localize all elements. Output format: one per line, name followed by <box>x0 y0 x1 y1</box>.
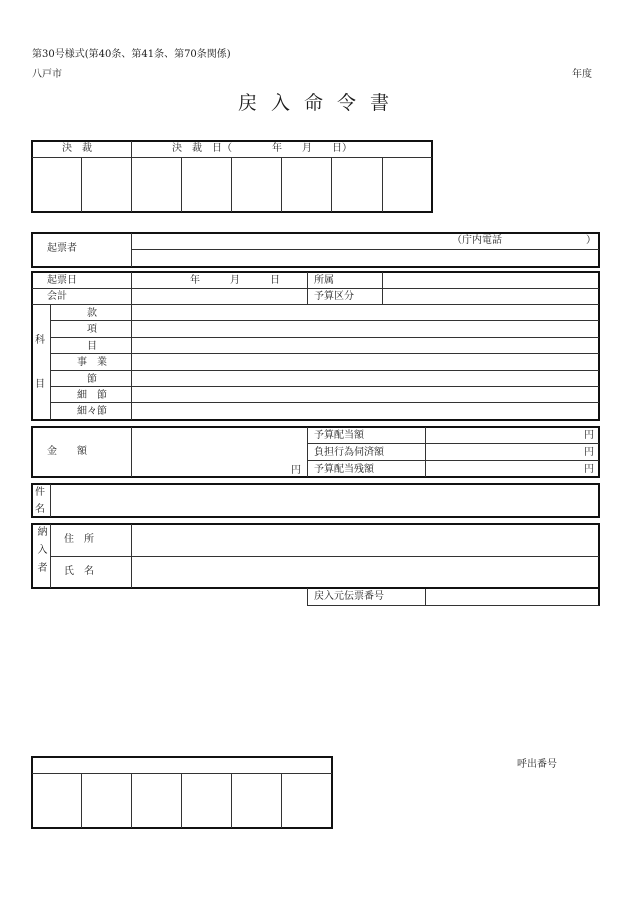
approval-stamp-cell[interactable] <box>82 158 131 212</box>
commitment-approved-yen: 円 <box>584 447 594 458</box>
subject-row-saisetsu: 細 節 <box>77 390 107 401</box>
approval-stamp-cell[interactable] <box>182 158 231 212</box>
subject-row-jigyou: 事 業 <box>77 357 107 368</box>
bottom-stamp-cell[interactable] <box>182 774 231 828</box>
kessai-date-label: 決 裁 日（ 年 月 日） <box>172 143 352 154</box>
budget-remaining-label: 予算配当残額 <box>314 464 374 475</box>
name-field[interactable] <box>132 557 599 588</box>
payer-label: 納入者 <box>35 526 46 580</box>
approval-stamp-cell[interactable] <box>232 158 281 212</box>
approval-stamp-cell[interactable] <box>132 158 181 212</box>
form-number: 第30号様式(第40条、第41条、第70条関係) <box>32 49 231 60</box>
approval-stamp-cell[interactable] <box>282 158 331 212</box>
subject-row-kan: 款 <box>87 308 97 319</box>
fiscal-year-label: 年度 <box>572 69 592 80</box>
subject-name-label-top: 件 <box>35 487 45 498</box>
accounting-label: 会計 <box>47 291 67 302</box>
budget-category-field[interactable] <box>383 289 599 304</box>
commitment-approved-label: 負担行為伺済額 <box>314 447 384 458</box>
budget-category-label: 予算区分 <box>314 291 354 302</box>
subject-row-setsu: 節 <box>87 374 97 385</box>
bottom-stamp-cell[interactable] <box>132 774 181 828</box>
subject-label-bottom: 目 <box>35 379 45 390</box>
bottom-stamp-cell[interactable] <box>232 774 281 828</box>
department-field[interactable] <box>383 272 599 288</box>
budget-remaining-yen: 円 <box>584 464 594 475</box>
department-label: 所属 <box>314 275 334 286</box>
approval-stamp-cell[interactable] <box>32 158 81 212</box>
bottom-stamp-cell[interactable] <box>82 774 131 828</box>
name-label: 氏 名 <box>64 566 94 577</box>
subject-row-saisaisetsu: 細々節 <box>77 406 107 417</box>
amount-field[interactable] <box>132 427 307 477</box>
drafter-name-field[interactable] <box>132 250 599 267</box>
page-title: 戻入命令書 <box>238 92 404 114</box>
voucher-label: 戻入元伝票番号 <box>314 591 384 602</box>
budget-allocated-yen: 円 <box>584 430 594 441</box>
subject-row-kou: 項 <box>87 324 97 335</box>
subject-label-top: 科 <box>35 335 45 346</box>
address-field[interactable] <box>132 524 599 556</box>
phone-close: ） <box>586 235 596 246</box>
subject-name-field[interactable] <box>51 484 599 517</box>
drafter-label: 起票者 <box>47 243 77 254</box>
amount-label: 金 額 <box>47 446 87 457</box>
amount-yen: 円 <box>291 465 301 476</box>
address-label: 住 所 <box>64 534 94 545</box>
budget-allocated-label: 予算配当額 <box>314 430 364 441</box>
draft-date-label: 起票日 <box>47 275 77 286</box>
bottom-stamp-cell[interactable] <box>282 774 332 828</box>
draft-date-ymd: 年 月 日 <box>190 275 280 286</box>
subject-row-moku: 目 <box>87 341 97 352</box>
city-name: 八戸市 <box>32 69 62 80</box>
kessai-label: 決 裁 <box>62 143 92 154</box>
accounting-field[interactable] <box>132 289 307 304</box>
bottom-stamp-cell[interactable] <box>32 774 81 828</box>
voucher-field[interactable] <box>426 589 598 605</box>
approval-stamp-cell[interactable] <box>332 158 382 212</box>
call-number-label: 呼出番号 <box>517 759 557 770</box>
phone-label: （庁内電話 <box>452 235 502 246</box>
subject-name-label-bottom: 名 <box>35 504 45 515</box>
approval-stamp-cell[interactable] <box>383 158 431 212</box>
